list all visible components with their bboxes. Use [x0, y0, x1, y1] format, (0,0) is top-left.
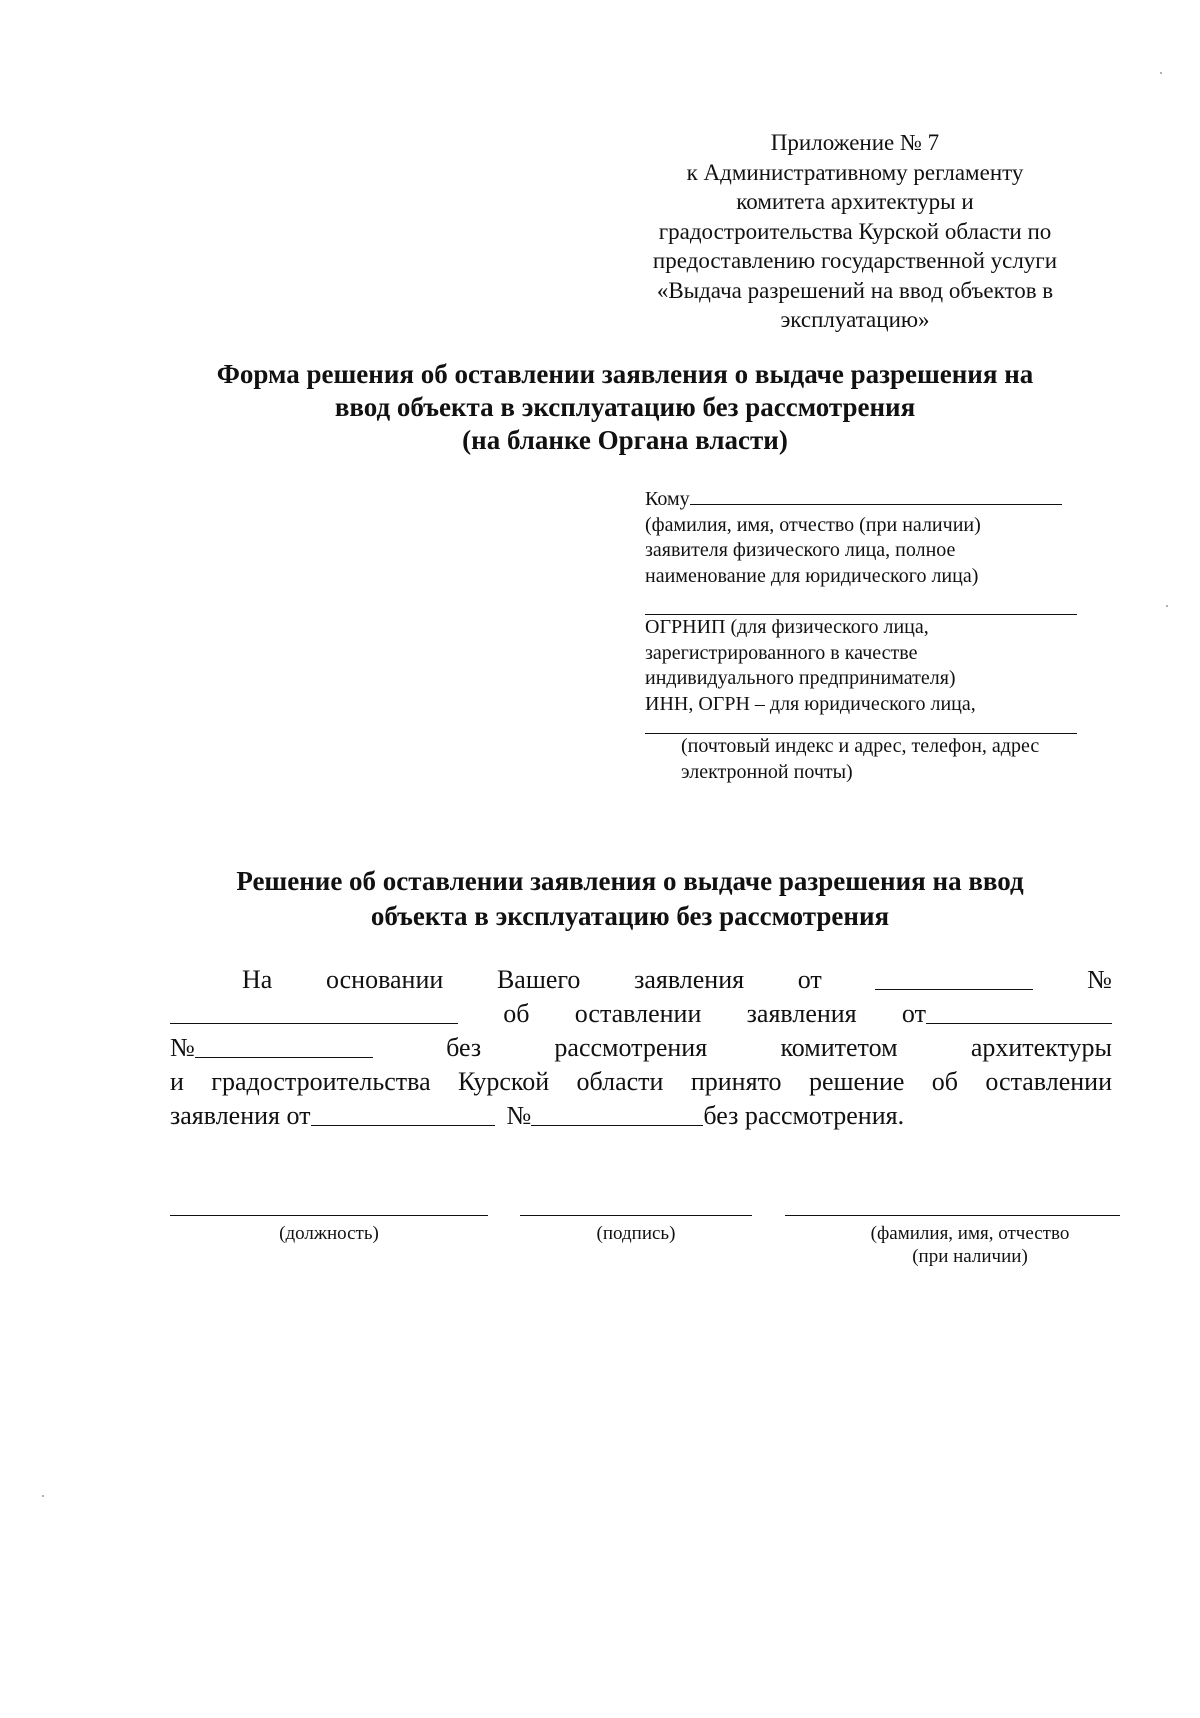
decision-date-blank[interactable] — [311, 1125, 495, 1126]
position-signature-line[interactable] — [170, 1215, 488, 1216]
withdrawal-number-blank[interactable] — [195, 1057, 373, 1058]
fullname-signature-line[interactable] — [785, 1215, 1120, 1216]
body-word: от — [901, 999, 926, 1028]
body-word: оставлении — [985, 1067, 1112, 1096]
body-word: комитетом — [780, 1033, 898, 1062]
application-date-blank[interactable] — [875, 989, 1033, 990]
addressee-ogrn-hint: индивидуального предпринимателя) — [645, 667, 956, 689]
appendix-line: комитета архитектуры и — [736, 189, 974, 214]
addressee-block — [645, 487, 1095, 785]
addressee-ogrn-hint: ИНН, ОГРН – для юридического лица, — [645, 692, 976, 715]
body-line-5 — [170, 1099, 1112, 1133]
form-title-line: Форма решения об оставлении заявления о выдаче разрешения на — [216, 359, 1034, 389]
body-line-3 — [170, 1031, 1112, 1065]
signature-line[interactable] — [520, 1215, 752, 1216]
appendix-header — [620, 128, 1090, 335]
decision-title — [150, 864, 1110, 934]
addressee-address-hint: электронной почты) — [681, 760, 853, 783]
body-word: основании — [325, 965, 444, 994]
scan-speck — [1160, 72, 1162, 74]
body-word: заявления от — [170, 1101, 311, 1130]
withdrawal-date-blank[interactable] — [926, 1023, 1112, 1024]
position-label: (должность) — [279, 1223, 379, 1244]
addressee-to-row — [645, 487, 1095, 513]
body-word: Курской — [458, 1067, 550, 1096]
addressee-name-hint: наименование для юридического лица) — [645, 564, 979, 587]
appendix-line: «Выдача разрешений на ввод объектов в — [656, 277, 1054, 303]
fullname-label-line: (фамилия, имя, отчество — [870, 1223, 1070, 1244]
addressee-name-hint: заявителя физического лица, полное — [645, 539, 956, 561]
body-word: принято — [690, 1067, 782, 1096]
body-word: решение — [808, 1067, 905, 1096]
body-line-2 — [170, 997, 1112, 1031]
body-line-4 — [170, 1065, 1112, 1099]
form-title — [140, 358, 1110, 457]
body-word: от — [797, 965, 822, 994]
addressee-address-hint: (почтовый индекс и адрес, телефон, адрес — [681, 735, 1040, 757]
decision-number-blank[interactable] — [531, 1125, 703, 1126]
body-word: об — [503, 999, 530, 1028]
addressee-ogrn-hint: зарегистрированного в качестве — [645, 641, 918, 664]
appendix-number: Приложение № 7 — [770, 130, 940, 155]
addressee-ogrn-hint: ОГРНИП (для физического лица, — [645, 616, 929, 638]
body-word: Вашего — [496, 965, 581, 994]
body-word: На — [242, 965, 273, 994]
body-word: об — [931, 1067, 959, 1096]
body-word: заявления — [634, 965, 745, 994]
body-word-with-blank — [170, 1031, 373, 1065]
body-word: без — [446, 1033, 482, 1062]
signature-label: (подпись) — [596, 1223, 676, 1244]
body-word: архитектуры — [970, 1033, 1112, 1062]
scan-speck — [42, 1495, 44, 1497]
form-title-line: ввод объекта в эксплуатацию без рассмотрения — [334, 392, 916, 422]
application-number-blank[interactable] — [170, 1023, 458, 1024]
body-word: оставлении — [574, 999, 702, 1028]
appendix-line: предоставлению государственной услуги — [652, 248, 1058, 273]
addressee-name-line[interactable] — [690, 504, 1062, 505]
body-word: без рассмотрения. — [703, 1101, 905, 1130]
body-line-1 — [170, 963, 1112, 997]
body-word: и — [170, 1067, 184, 1096]
body-word: рассмотрения — [554, 1033, 708, 1062]
scan-speck — [1166, 605, 1168, 607]
body-word: градостроительства — [211, 1067, 431, 1096]
appendix-line: к Административному регламенту — [686, 159, 1024, 185]
fullname-label — [810, 1222, 1130, 1268]
form-title-subtitle: (на бланке Органа власти) — [462, 425, 788, 455]
decision-title-line: Решение об оставлении заявления о выдаче разрешения на ввод — [236, 866, 1024, 896]
body-word: области — [576, 1067, 664, 1096]
decision-title-line: объекта в эксплуатацию без рассмотрения — [370, 901, 890, 931]
body-word-with-blank — [902, 997, 1112, 1031]
appendix-line: градостроительства Курской области по — [658, 218, 1052, 244]
body-word: заявления — [746, 999, 857, 1028]
body-word: № — [170, 1033, 195, 1062]
fullname-label-line: (при наличии) — [912, 1246, 1028, 1267]
body-word: № — [506, 1101, 532, 1130]
addressee-name-hint: (фамилия, имя, отчество (при наличии) — [645, 513, 981, 536]
appendix-line: эксплуатацию» — [780, 307, 930, 332]
addressee-to-label: Кому — [645, 488, 690, 510]
decision-body — [170, 963, 1112, 1133]
body-word: № — [1087, 965, 1112, 994]
